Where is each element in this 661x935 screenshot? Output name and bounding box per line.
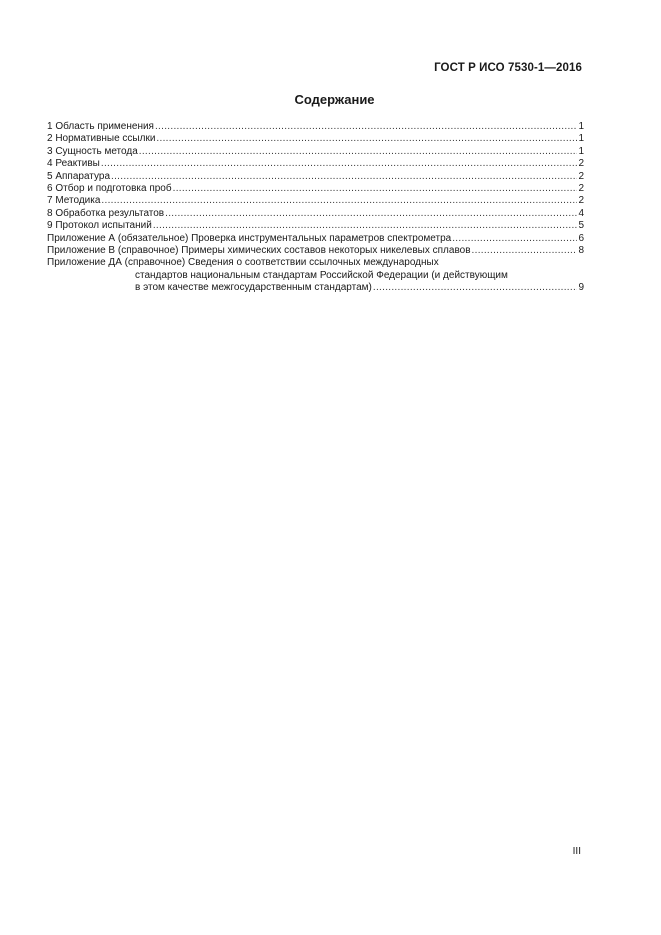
toc-entry-page: 2 (578, 158, 584, 170)
table-of-contents (47, 121, 584, 295)
toc-entry[interactable] (47, 171, 584, 183)
toc-leader-dots (472, 245, 577, 257)
toc-entry-page: 9 (578, 282, 584, 294)
toc-entry-page: 5 (578, 220, 584, 232)
toc-entry-page: 2 (578, 183, 584, 195)
toc-entry-label-line: стандартов национальным стандартам Российской Федерации (и действующим (135, 269, 508, 281)
toc-leader-dots (452, 233, 577, 245)
toc-entry-label-line: Приложение ДА (справочное) Сведения о соответствии ссылочных международных (47, 257, 439, 269)
toc-entry-appendix-da[interactable] (47, 257, 584, 294)
toc-entry-last-line (47, 282, 584, 294)
toc-entry-label: 4 Реактивы (47, 158, 100, 170)
toc-leader-dots (111, 171, 577, 183)
standard-designation: ГОСТ Р ИСО 7530-1—2016 (434, 62, 582, 74)
toc-leader-dots (139, 146, 577, 158)
toc-entry[interactable] (47, 245, 584, 257)
toc-entry[interactable] (47, 233, 584, 245)
toc-leader-dots (155, 121, 577, 133)
toc-entry[interactable] (47, 158, 584, 170)
toc-entry-page: 2 (578, 195, 584, 207)
toc-entry-label: 3 Сущность метода (47, 145, 138, 157)
toc-entry-label: Приложение В (справочное) Примеры химических составов некоторых никелевых сплавов (47, 245, 471, 257)
toc-entry[interactable] (47, 133, 584, 145)
toc-leader-dots (156, 133, 577, 145)
toc-entry-label-line: в этом качестве межгосударственным стандартам) (135, 282, 372, 294)
toc-entry-label: 1 Область применения (47, 121, 154, 132)
toc-entry-label: 5 Аппаратура (47, 170, 111, 182)
toc-leader-dots (153, 220, 577, 232)
toc-entry-page: 1 (578, 145, 584, 157)
toc-entry-label: 2 Нормативные ссылки (47, 133, 156, 145)
toc-entry-label: 6 Отбор и подготовка проб (47, 183, 172, 195)
toc-entry-label: 8 Обработка результатов (47, 207, 165, 219)
page-number: III (572, 846, 581, 857)
toc-entry[interactable] (47, 183, 584, 195)
toc-entry-page: 1 (578, 121, 584, 132)
toc-leader-dots (101, 158, 577, 170)
toc-leader-dots (173, 183, 577, 195)
toc-entry-label: Приложение А (обязательное) Проверка инструментальных параметров спектрометра (47, 232, 452, 244)
toc-entry-page: 1 (578, 133, 584, 145)
toc-leader-dots (373, 282, 577, 294)
toc-entry-page: 2 (578, 170, 584, 182)
toc-entry[interactable] (47, 195, 584, 207)
toc-entry[interactable] (47, 208, 584, 220)
toc-entry[interactable] (47, 220, 584, 232)
toc-entry-page: 4 (578, 207, 584, 219)
toc-leader-dots (101, 195, 577, 207)
toc-entry-page: 8 (578, 245, 584, 257)
toc-entry-label: 7 Методика (47, 195, 101, 207)
toc-entry[interactable] (47, 146, 584, 158)
toc-entry[interactable] (47, 121, 584, 133)
toc-title: Содержание (294, 92, 375, 107)
toc-entry-label: 9 Протокол испытаний (47, 220, 152, 232)
toc-entry-page: 6 (578, 232, 584, 244)
toc-leader-dots (165, 208, 577, 220)
